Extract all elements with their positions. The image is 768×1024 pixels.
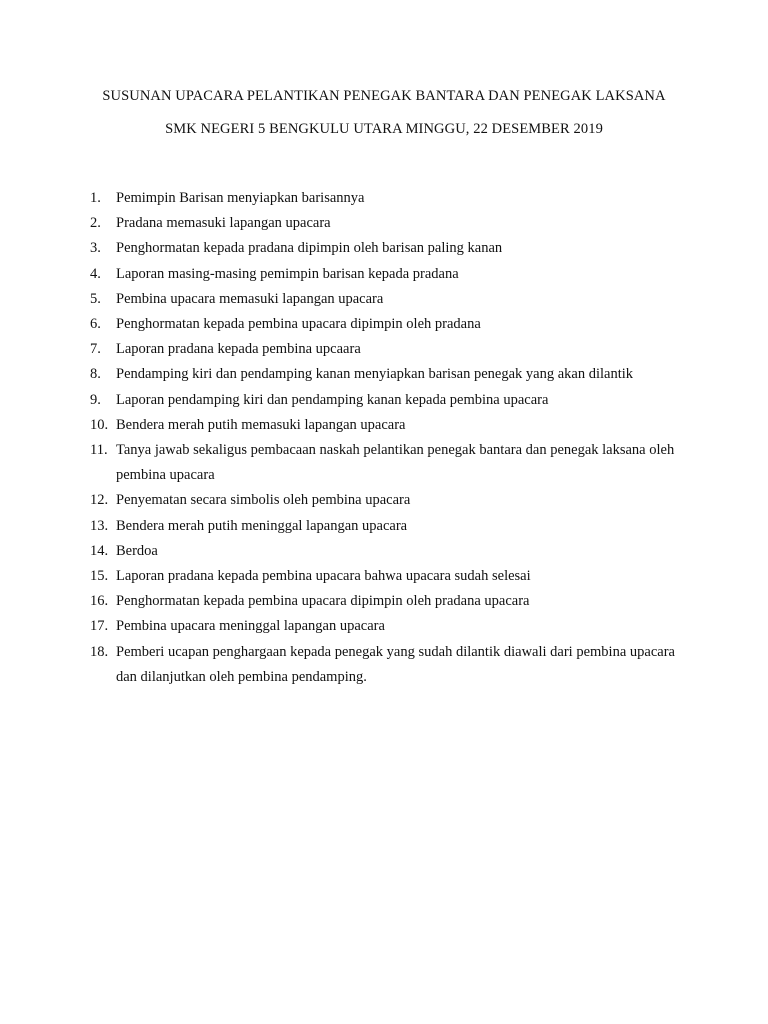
list-item-number: 17. [90,618,109,635]
list-item [90,564,690,589]
document-subtitle: SMK NEGERI 5 BENGKULU UTARA MINGGU, 22 DESEMBER 2019 [165,121,603,137]
list-item-text: Laporan pradana kepada pembina upacara bahwa upacara sudah selesai [116,568,531,585]
list-item-number: 7. [90,341,101,358]
list-item-text: Pradana memasuki lapangan upacara [116,215,331,232]
list-item-text: Berdoa [116,542,158,559]
list-item-number: 16. [90,593,109,610]
document-title: SUSUNAN UPACARA PELANTIKAN PENEGAK BANTARA DAN PENEGAK LAKSANA [102,88,666,104]
list-item [90,362,690,387]
list-item-number: 1. [90,190,101,206]
list-item-number: 15. [90,568,109,585]
ceremony-agenda-list [90,186,690,690]
list-item-text: Pembina upacara memasuki lapangan upacara [116,290,384,307]
list-item-text: Laporan pradana kepada pembina upcaara [116,341,361,358]
list-item-number: 2. [90,215,101,232]
list-item [90,614,690,639]
list-item [90,287,690,312]
list-item-number: 9. [90,391,101,408]
list-item-text: Bendera merah putih memasuki lapangan upacara [116,416,406,433]
list-item-text: Laporan masing-masing pemimpin barisan kepada pradana [116,265,459,282]
list-item-text: Tanya jawab sekaligus pembacaan naskah pelantikan penegak bantara dan penegak laksana oleh pembina upacara [116,442,675,484]
list-item [90,539,690,564]
list-item-number: 10. [90,416,109,433]
list-item [90,388,690,413]
list-item [90,640,690,690]
list-item-text: Bendera merah putih meninggal lapangan upacara [116,517,408,534]
list-item [90,413,690,438]
list-item [90,337,690,362]
list-item [90,236,690,261]
list-item-text: Penghormatan kepada pembina upacara dipimpin oleh pradana upacara [116,593,530,610]
list-item [90,438,690,488]
list-item-text: Pemberi ucapan penghargaan kepada penegak yang sudah dilantik diawali dari pembina upacara dan dilanjutkan oleh pembina pendamping. [116,643,675,685]
list-item-text: Penghormatan kepada pradana dipimpin oleh barisan paling kanan [116,240,503,257]
list-item-number: 6. [90,316,101,333]
list-item-number: 4. [90,265,101,282]
list-item [90,488,690,513]
list-item-text: Pemimpin Barisan menyiapkan barisannya [116,190,365,206]
list-item-text: Pendamping kiri dan pendamping kanan menyiapkan barisan penegak yang akan dilantik [116,366,634,383]
list-item-text: Penghormatan kepada pembina upacara dipimpin oleh pradana [116,316,481,333]
list-item-number: 12. [90,492,109,509]
list-item [90,589,690,614]
list-item-number: 18. [90,643,109,660]
list-item-text: Laporan pendamping kiri dan pendamping kanan kepada pembina upacara [116,391,549,408]
list-item-number: 3. [90,240,101,257]
list-item-number: 14. [90,542,109,559]
list-item-number: 11. [90,442,108,459]
list-item [90,312,690,337]
list-item [90,211,690,236]
list-item-number: 13. [90,517,109,534]
list-item [90,186,690,211]
list-item-number: 8. [90,366,101,383]
list-item [90,514,690,539]
list-item-text: Pembina upacara meninggal lapangan upacara [116,618,385,635]
list-item-number: 5. [90,290,101,307]
list-item-text: Penyematan secara simbolis oleh pembina upacara [116,492,411,509]
list-item [90,262,690,287]
